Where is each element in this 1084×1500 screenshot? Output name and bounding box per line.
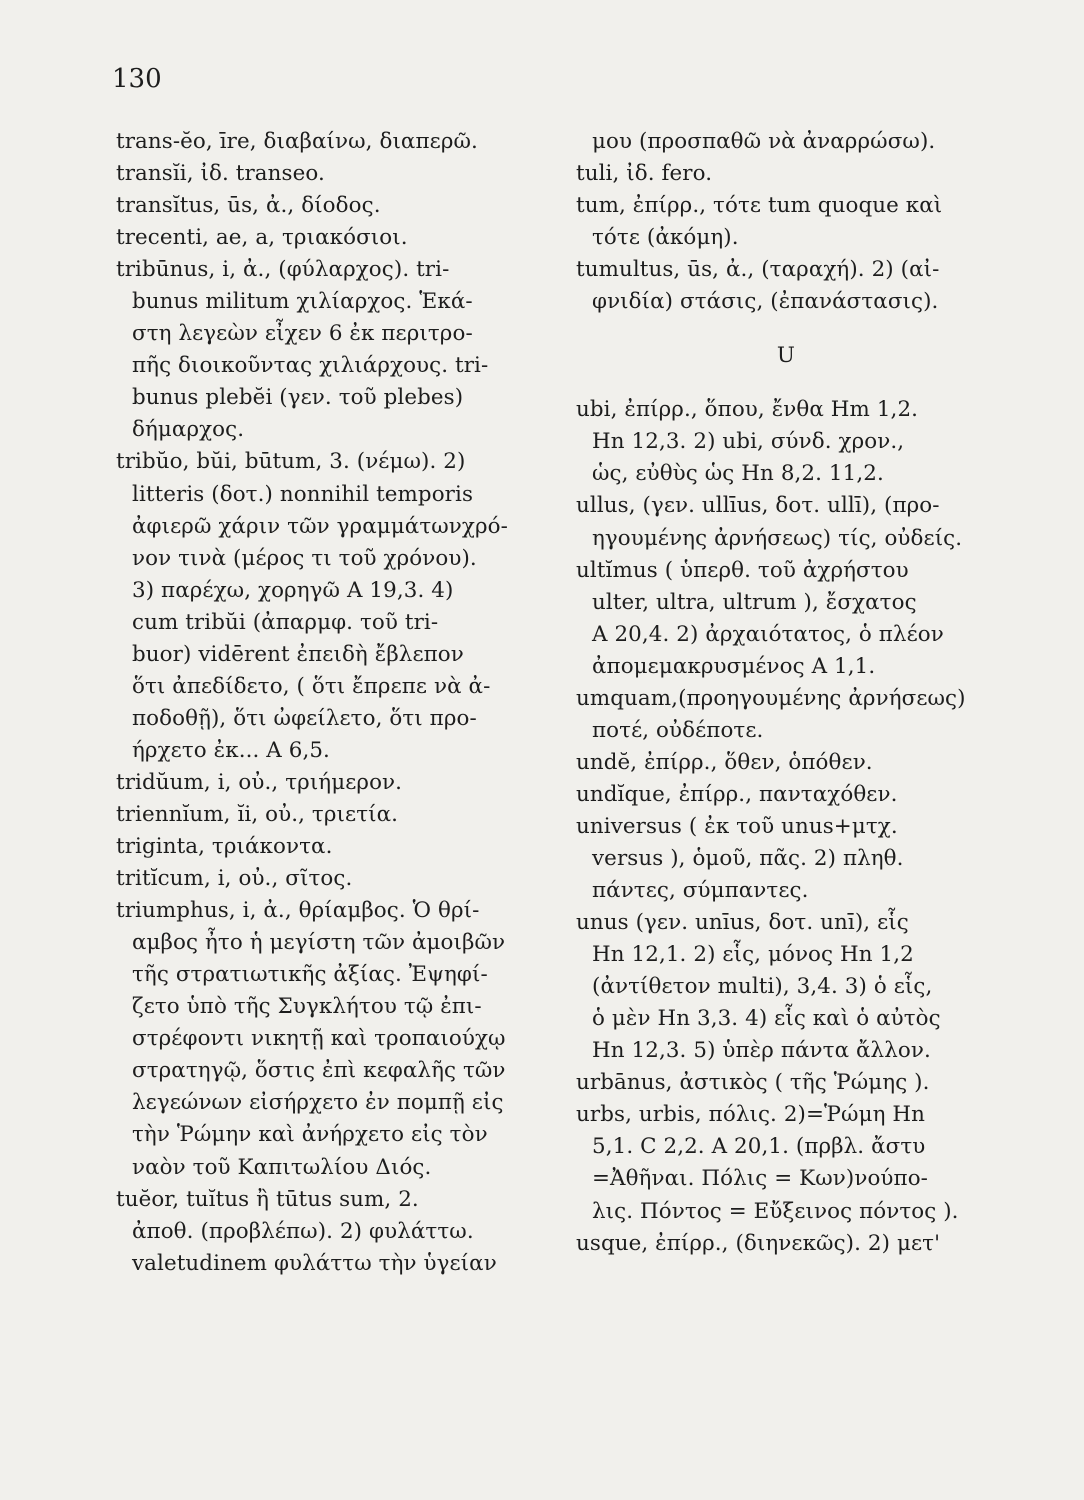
dictionary-line: Hn 12,3. 5) ὑπὲρ πάντα ἄλλον. [592,1038,931,1064]
dictionary-line: λεγεώνων εἰσήρχετο ἐν πομπῇ εἰς [132,1090,504,1116]
dictionary-line: tridŭum, i, οὐ., τριήμερον. [116,769,403,795]
dictionary-line: undĕ, ἐπίρρ., ὅθεν, ὁπόθεν. [576,749,873,775]
dictionary-line: πάντες, σύμπαντες. [592,878,809,904]
dictionary-line: Hn 12,1. 2) εἷς, μόνος Hn 1,2 [592,942,914,968]
right-column-top-entries [576,126,996,318]
dictionary-line: tumultus, ūs, ἀ., (ταραχή). 2) (αἰ- [576,257,940,283]
dictionary-line: ναὸν τοῦ Καπιτωλίου Διός. [132,1154,432,1180]
dictionary-line: undĭque, ἐπίρρ., πανταχόθεν. [576,781,898,807]
dictionary-line: =Ἀθῆναι. Πόλις = Κων)νούπο- [592,1166,928,1192]
right-column-bottom-entries [576,394,996,1259]
dictionary-line: νον τινὰ (μέρος τι τοῦ χρόνου). [132,545,477,571]
dictionary-line: ὁ μὲν Hn 3,3. 4) εἷς καὶ ὁ αὐτὸς [592,1006,941,1032]
dictionary-line: unus (γεν. unīus, δοτ. unī), εἷς [576,910,909,936]
dictionary-line: litteris (δοτ.) nonnihil temporis [132,481,474,507]
left-column [116,126,536,1280]
dictionary-line: τότε (ἀκόμη). [592,225,739,251]
dictionary-line: στη λεγεὼν εἶχεν 6 ἐκ περιτρο- [132,321,473,347]
right-column [576,126,996,1260]
dictionary-line: umquam,(προηγουμένης ἀρνήσεως) [576,685,966,711]
dictionary-line: ἀφιερῶ χάριν τῶν γραμμάτωνχρό- [132,513,508,539]
dictionary-line: usque, ἐπίρρ., (διηνεκῶς). 2) μετ' [576,1230,941,1256]
dictionary-line: μου (προσπαθῶ νὰ ἀναρρώσω). [592,129,936,154]
dictionary-line: ultĭmus ( ὑπερθ. τοῦ ἀχρήστου [576,557,909,583]
dictionary-line: ηγουμένης ἀρνήσεως) τίς, οὐδείς. [592,525,963,551]
dictionary-line: 3) παρέχω, χορηγῶ A 19,3. 4) [132,577,454,603]
dictionary-line: αμβος ἦτο ἡ μεγίστη τῶν ἀμοιβῶν [132,930,506,956]
dictionary-line: tum, ἐπίρρ., τότε tum quoque καὶ [576,193,943,219]
dictionary-line: ὡς, εὐθὺς ὡς Hn 8,2. 11,2. [592,461,884,487]
dictionary-line: trecenti, ae, a, τριακόσιοι. [116,225,408,251]
dictionary-line: ποδοθῇ), ὅτι ὠφείλετο, ὅτι προ- [132,705,477,731]
dictionary-line: valetudinem φυλάττω τὴν ὑγείαν [132,1250,497,1276]
dictionary-line: Hn 12,3. 2) ubi, σύνδ. χρον., [592,429,905,455]
dictionary-line: urbānus, ἀστικὸς ( τῆς Ῥώμης ). [576,1070,930,1096]
section-letter-heading: U [776,343,796,369]
dictionary-line: πῆς διοικοῦντας χιλιάρχους. tri- [132,353,489,379]
dictionary-line: triumphus, i, ἀ., θρίαμβος. Ὁ θρί- [116,898,480,924]
dictionary-line: ubi, ἐπίρρ., ὅπου, ἔνθα Hm 1,2. [576,397,919,423]
dictionary-line: στρέφοντι νικητῇ καὶ τροπαιούχῳ [132,1026,506,1052]
dictionary-line: buor) vidērent ἐπειδὴ ἔβλεπον [132,641,464,667]
dictionary-line: ζετο ὑπὸ τῆς Συγκλήτου τῷ ἐπι- [132,994,482,1020]
dictionary-line: φνιδία) στάσις, (ἐπανάστασις). [592,289,939,315]
dictionary-line: λις. Πόντος = Εὔξεινος πόντος ). [592,1198,959,1224]
dictionary-line: ποτέ, οὐδέποτε. [592,717,764,743]
dictionary-line: tuli, ἰδ. fero. [576,161,713,187]
dictionary-line: δήμαρχος. [132,417,245,443]
dictionary-line: bunus plebĕi (γεν. τοῦ plebes) [132,385,464,411]
dictionary-line: tritĭcum, i, οὐ., σῖτος. [116,866,353,892]
dictionary-line: versus ), ὁμοῦ, πᾶς. 2) πληθ. [592,845,904,871]
dictionary-line: ulter, ultra, ultrum ), ἔσχατος [592,589,917,615]
page-number: 130 [112,64,162,94]
dictionary-line: trans-ĕo, īre, διαβαίνω, διαπερῶ. [116,129,478,154]
dictionary-line: 5,1. C 2,2. A 20,1. (πρβλ. ἄστυ [592,1134,926,1160]
dictionary-line: τὴν Ῥώμην καὶ ἀνήρχετο εἰς τὸν [132,1122,488,1148]
dictionary-line: transĭtus, ūs, ἀ., δίοδος. [116,193,381,219]
dictionary-line: ὅτι ἀπεδίδετο, ( ὅτι ἔπρεπε νὰ ἀ- [132,673,491,699]
dictionary-line: tribūnus, i, ἀ., (φύλαρχος). tri- [116,257,450,283]
dictionary-line: triennĭum, ĭi, οὐ., τριετία. [116,801,399,827]
section-gap-top [576,318,996,340]
dictionary-line: tuĕor, tuĭtus ἢ tūtus sum, 2. [116,1186,419,1212]
dictionary-line: ήρχετο ἐκ... A 6,5. [132,737,330,763]
dictionary-line: ullus, (γεν. ullīus, δοτ. ullī), (προ- [576,493,940,519]
dictionary-line: (ἀντίθετον multi), 3,4. 3) ὁ εἷς, [592,974,933,1000]
dictionary-line: τῆς στρατιωτικῆς ἀξίας. Ἐψηφί- [132,962,488,988]
dictionary-line: cum tribŭi (ἀπαρμφ. τοῦ tri- [132,609,439,635]
dictionary-line: urbs, urbis, πόλις. 2)=Ῥώμη Hn [576,1102,926,1128]
section-gap-bottom [576,372,996,394]
dictionary-line: στρατηγῷ, ὅστις ἐπὶ κεφαλῆς τῶν [132,1058,506,1084]
dictionary-line: transĭi, ἰδ. transeo. [116,161,325,187]
dictionary-line: triginta, τριάκοντα. [116,834,333,860]
dictionary-line: ἀπομεμακρυσμένος A 1,1. [592,653,876,679]
dictionary-line: universus ( ἐκ τοῦ unus+μτχ. [576,813,898,839]
dictionary-line: bunus militum χιλίαρχος. Ἑκά- [132,289,473,315]
dictionary-line: tribŭo, bŭi, būtum, 3. (νέμω). 2) [116,449,466,475]
dictionary-line: A 20,4. 2) ἀρχαιότατος, ὁ πλέον [592,621,944,647]
dictionary-line: ἀποθ. (προβλέπω). 2) φυλάττω. [132,1218,474,1244]
